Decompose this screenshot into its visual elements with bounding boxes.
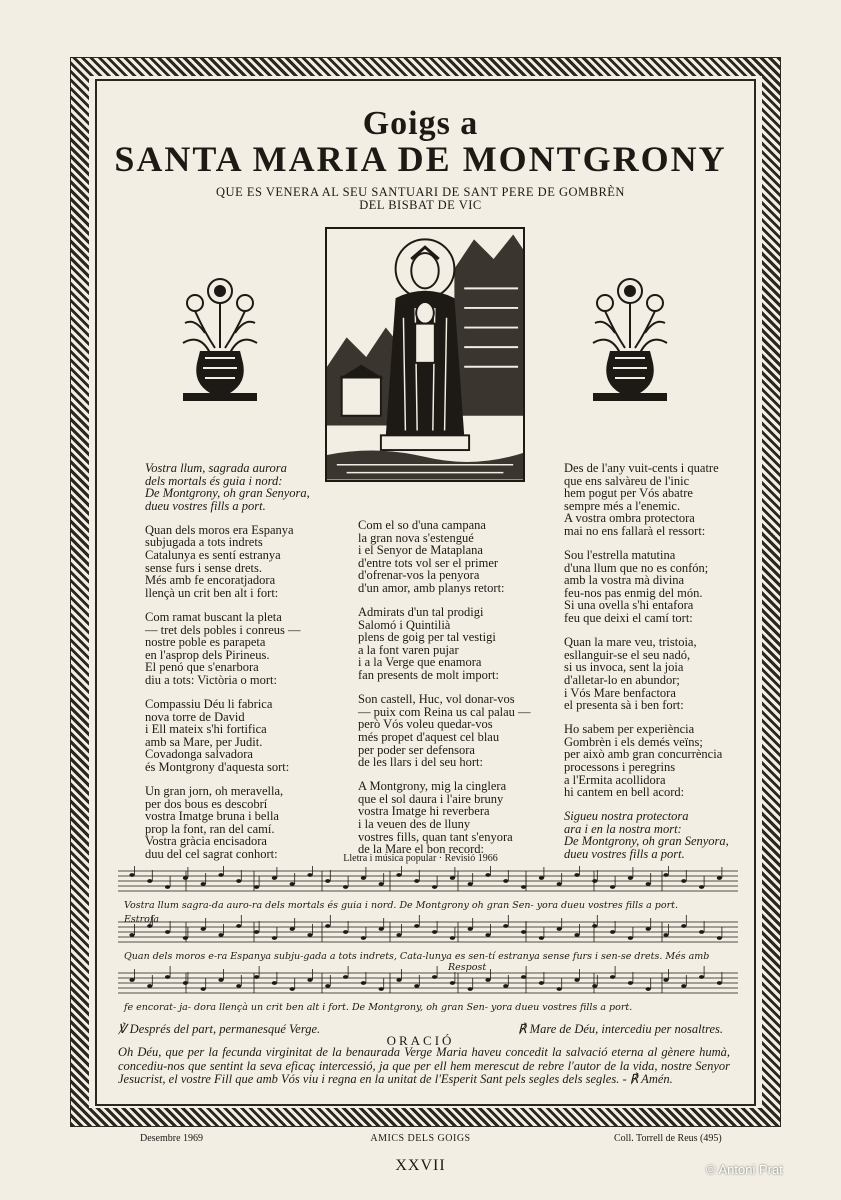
verse-line: dueu vostres fills a port. <box>564 847 685 862</box>
verse-line: feu que deixi el camí tort: <box>564 611 693 626</box>
verse-line: dueu vostres fills a port. <box>145 498 266 513</box>
verse-line: vostres fills, quan tant s'enyora <box>358 829 513 844</box>
music-note <box>521 885 526 889</box>
verse-line: més propet d'aquest cel blau <box>358 729 500 744</box>
music-note <box>236 924 241 928</box>
music-note <box>592 984 597 988</box>
music-note <box>343 930 348 934</box>
virgin-and-child-woodcut <box>325 227 525 482</box>
verse-line: hi cantem en bell acord: <box>564 785 685 800</box>
verse-line: d'entre tots vol ser el primer <box>358 555 499 570</box>
music-note <box>717 981 722 985</box>
music-note <box>646 882 651 886</box>
music-note <box>129 873 134 877</box>
music-note <box>557 882 562 886</box>
stanza <box>564 462 754 538</box>
stanza <box>358 606 558 682</box>
verse-line: Admirats d'un tal prodigi <box>358 605 484 620</box>
verse-line: i Vós Mare benfactora <box>564 685 676 700</box>
verse-line: en l'asprор dels Pirineus. <box>145 647 270 662</box>
music-note <box>236 879 241 883</box>
verse-line: a la font varen pujar <box>358 642 459 657</box>
stanza <box>358 693 558 769</box>
music-note <box>307 978 312 982</box>
music-note <box>468 882 473 886</box>
music-note <box>201 927 206 931</box>
music-note <box>379 927 384 931</box>
music-score <box>118 866 738 1016</box>
music-note <box>646 927 651 931</box>
music-note <box>343 885 348 889</box>
subtitle-line2: DEL BISBAT DE VIC <box>359 198 482 212</box>
music-note <box>414 984 419 988</box>
music-note <box>272 876 277 880</box>
flower-vase-icon <box>585 263 675 403</box>
verse-line: és Montgrony d'aquesta sort: <box>145 759 290 774</box>
verse-line: de la Mare el bon record: <box>358 842 484 857</box>
verse-line: que el sol daura i l'aire bruny <box>358 791 504 806</box>
verse-line: per poder ser defensora <box>358 742 475 757</box>
music-note <box>414 879 419 883</box>
respost-marking: Respost <box>448 962 487 973</box>
stanza <box>145 524 355 600</box>
music-note <box>201 882 206 886</box>
verse-line: i Ell mateix s'hi fortifica <box>145 722 267 737</box>
lyrics-line-1: Vostra llum sagra-da auro-ra dels mortals és guia i nord. De Montgrony oh gran Sen- yora dueu vostres fills a port. <box>124 900 678 911</box>
verse-line: Compassiu Déu li fabrica <box>145 697 273 711</box>
verse-line: llençà un crit ben alt i fort: <box>145 585 279 600</box>
prayer-title: ORACIÓ <box>386 1033 455 1048</box>
verse-line: a l'Ermita acollidora <box>564 772 666 787</box>
response: ℟ Mare de Déu, intercediu per nosaltres. <box>518 1022 724 1036</box>
verse-line: — puix com Reina us cal palau — <box>358 704 531 719</box>
music-note <box>183 981 188 985</box>
lyrics-line-3: fe encorat- ja- dora llençà un crit ben alt i fort. De Montgrony, oh gran Sen- yora dueu vostres fills a port. <box>124 1002 633 1013</box>
verse-line: sense furs i sense drets. <box>145 560 262 575</box>
verse-line: i la veuen des de lluny <box>358 816 471 831</box>
verse-line: esllanguir-se el seu nadó, <box>564 647 691 662</box>
music-note <box>610 930 615 934</box>
music-note <box>699 975 704 979</box>
music-note <box>396 933 401 937</box>
verse-line: el presenta sà i ben fort: <box>564 698 684 713</box>
music-note <box>717 936 722 940</box>
verse-line: Covadonga salvadora <box>145 747 253 762</box>
verse-line: fan presents de molt import: <box>358 668 499 683</box>
music-note <box>218 933 223 937</box>
music-note <box>147 879 152 883</box>
stanza <box>564 723 754 799</box>
music-note <box>503 879 508 883</box>
tempo-marking: Estrofa <box>124 914 160 925</box>
verse-line: amb sa Mare, per Judit. <box>145 734 263 749</box>
verse-line: Ho sabem per experiència <box>564 722 695 737</box>
verse-line: Vostra llum, sagrada aurora <box>145 461 287 475</box>
verse-line: Com el so d'una campana <box>358 518 486 532</box>
verse-line: — tret dels pobles i conreus — <box>145 622 301 637</box>
music-note <box>646 987 651 991</box>
verse-line: Sigueu nostra protectora <box>564 809 689 824</box>
verse-line: i el Senyor de Mataplana <box>358 543 483 558</box>
verse-line: Catalunya es sentí estranya <box>145 548 281 563</box>
music-note <box>432 885 437 889</box>
verse-line: processons i peregrins <box>564 759 676 774</box>
music-note <box>663 978 668 982</box>
music-note <box>414 924 419 928</box>
verse-line: Salomó i Quintilià <box>358 617 451 632</box>
music-note <box>663 933 668 937</box>
flower-vase-icon <box>175 263 265 403</box>
music-note <box>290 987 295 991</box>
music-note <box>396 978 401 982</box>
verse-line: De Montgrony, oh gran Senyora, <box>564 834 729 849</box>
music-credit: Lletra i música popular · Revisió 1966 <box>343 853 498 864</box>
sheet-number: XXVII <box>395 1157 446 1174</box>
verse-line: Quan la mare veu, tristoia, <box>564 635 697 650</box>
music-note <box>432 930 437 934</box>
music-note <box>272 981 277 985</box>
music-note <box>325 984 330 988</box>
music-note <box>165 975 170 979</box>
verse-line: d'una llum que no es confón; <box>564 560 709 575</box>
verse-line: i a la Verge que enamora <box>358 655 482 670</box>
music-note <box>681 924 686 928</box>
verse-line: Des de l'any vuit-cents i quatre <box>564 461 719 475</box>
music-note <box>361 936 366 940</box>
music-note <box>717 876 722 880</box>
verse-line: Si una ovella s'hi entafora <box>564 598 694 613</box>
versicle: ℣ Després del part, permanesqué Verge. <box>118 1022 321 1036</box>
music-note <box>557 927 562 931</box>
music-note <box>610 975 615 979</box>
music-note <box>503 984 508 988</box>
verse-line: dels mortals és guia i nord: <box>145 473 283 488</box>
music-note <box>503 924 508 928</box>
verse-line: hem pogut per Vós abatre <box>564 486 693 501</box>
music-note <box>361 876 366 880</box>
music-note <box>254 975 259 979</box>
music-note <box>628 981 633 985</box>
verse-line: A vostra ombra protectora <box>564 511 695 526</box>
verse-line: per dos bous es descobrí <box>145 796 268 811</box>
music-note <box>379 882 384 886</box>
music-note <box>521 975 526 979</box>
verse-line: subjugada a tots indrets <box>145 535 263 550</box>
verse-line: vostra Imatge hi reverbera <box>358 804 490 819</box>
verse-line: mai no ens fallarà el ressort: <box>564 523 706 538</box>
music-note <box>129 933 134 937</box>
verse-line: vostra Imatge bruna i bella <box>145 809 279 824</box>
music-note <box>539 981 544 985</box>
music-note <box>165 930 170 934</box>
music-note <box>343 975 348 979</box>
music-note <box>432 975 437 979</box>
page-title-line1: Goigs a <box>362 105 479 142</box>
music-note <box>272 936 277 940</box>
verse-line: nova torre de David <box>145 709 245 724</box>
music-note <box>254 885 259 889</box>
music-note <box>218 873 223 877</box>
music-note <box>574 978 579 982</box>
music-note <box>521 930 526 934</box>
stanza <box>564 636 754 712</box>
verse-line: Sou l'estrella matutina <box>564 548 676 563</box>
stanza <box>358 780 558 856</box>
music-note <box>592 879 597 883</box>
verse-line: d'ofrenar-vos la penyora <box>358 568 480 583</box>
music-note <box>574 873 579 877</box>
music-note <box>539 876 544 880</box>
verse-line: sempre més a l'enemic. <box>564 498 681 513</box>
verse-line: nostre poble es parapeta <box>145 635 266 650</box>
verse-line: d'alletar-lo en abundor; <box>564 672 680 687</box>
music-note <box>396 873 401 877</box>
music-note <box>379 987 384 991</box>
music-note <box>557 987 562 991</box>
music-note <box>485 933 490 937</box>
lyrics-line-2: Quan dels moros e-ra Espanya subju-gada a tots indrets, Cata-lunya es sen-tí estranya sense furs i sen-se drets. Més amb <box>124 951 710 962</box>
verse-line: Gombrèn i els demés veïns; <box>564 734 703 749</box>
music-note <box>485 873 490 877</box>
music-note <box>307 873 312 877</box>
music-note <box>325 924 330 928</box>
verse-line: El penó que s'enarbora <box>145 660 259 675</box>
verse-line: de les llars i del seu hort: <box>358 755 483 770</box>
music-note <box>183 936 188 940</box>
music-note <box>290 927 295 931</box>
music-note <box>628 876 633 880</box>
verse-line: que ens salvàreu de l'inic <box>564 473 690 488</box>
music-note <box>539 936 544 940</box>
music-note <box>361 981 366 985</box>
verse-line: De Montgrony, oh gran Senyora, <box>145 486 310 501</box>
stanza <box>564 549 754 625</box>
music-note <box>468 987 473 991</box>
stanza <box>145 462 355 512</box>
subtitle-line1: QUE ES VENERA AL SEU SANTUARI DE SANT PERE DE GOMBRÈN <box>216 185 625 199</box>
music-note <box>147 984 152 988</box>
footer-collection: Coll. Torrell de Reus (495) <box>614 1133 722 1144</box>
verse-line: si us invoca, sent la joia <box>564 660 684 675</box>
verse-line: ara i en la nostra mort: <box>564 821 682 836</box>
music-note <box>681 879 686 883</box>
music-note <box>325 879 330 883</box>
verse-line: prop la font, ran del camí. <box>145 821 275 836</box>
verse-column-middle <box>358 519 558 867</box>
copyright-watermark: © Antoni Prat <box>706 1162 783 1177</box>
verse-line: feu-nos pas enmig del món. <box>564 585 703 600</box>
verse-column-right <box>564 462 754 872</box>
verse-line: Com ramat buscant la pleta <box>145 609 282 624</box>
page-title-line2: SANTA MARIA DE MONTGRONY <box>114 139 727 179</box>
verse-line: per això amb gran concurrència <box>564 747 723 762</box>
verse-line: plens de goig per tal vestigi <box>358 630 496 645</box>
music-note <box>450 981 455 985</box>
stanza <box>358 519 558 595</box>
verse-line: Vostra gràcia encisadora <box>145 834 267 849</box>
verse-line: A Montgrony, mig la cinglera <box>358 779 507 794</box>
verse-line: Un gran jorn, oh meravella, <box>145 784 284 799</box>
verse-line: Son castell, Huc, vol donar-vos <box>358 692 515 707</box>
verse-column-left <box>145 462 355 872</box>
music-note <box>307 933 312 937</box>
verse-line: però Vós voleu quedar-vos <box>358 717 493 732</box>
music-note <box>290 882 295 886</box>
music-note <box>699 930 704 934</box>
music-note <box>592 924 597 928</box>
music-note <box>254 930 259 934</box>
footer-organization: AMICS DELS GOIGS <box>370 1133 471 1144</box>
music-note <box>628 936 633 940</box>
verse-line: d'un amor, amb planys retort: <box>358 580 505 595</box>
prayer-text: Oh Déu, que per la fecunda virginitat de la benaurada Verge Maria haveu concedit la salvació eterna al gènere humà, concediu-nos que sentint la seva eficaç intercessió, ja que per ell hem merescut de rebre l'autor de la vida, nostre Senyor Jesucrist, el vostre Fill que amb Vós viu i regna en la unitat de l'Esperit Sant pels segles dels segles. - ℟ Amén. <box>118 1045 730 1086</box>
music-note <box>468 927 473 931</box>
verse-line: diu a tots: Victòria o mort: <box>145 672 277 687</box>
music-note <box>236 984 241 988</box>
music-note <box>699 885 704 889</box>
music-note <box>450 876 455 880</box>
music-note <box>485 978 490 982</box>
verse-line: Quan dels moros era Espanya <box>145 522 294 537</box>
stanza <box>145 785 355 861</box>
music-note <box>681 984 686 988</box>
music-note <box>129 978 134 982</box>
verse-line: duu del cel sagrat conhort: <box>145 847 278 862</box>
music-note <box>183 876 188 880</box>
footer-date: Desembre 1969 <box>140 1133 204 1144</box>
verse-line: Més amb fe encoratjadora <box>145 573 276 588</box>
stanza <box>145 611 355 687</box>
verse-line: amb la vostra mà divina <box>564 573 685 588</box>
music-note <box>610 885 615 889</box>
music-note <box>165 885 170 889</box>
music-note <box>218 978 223 982</box>
music-note <box>450 936 455 940</box>
verse-line: la gran nova s'estengué <box>358 530 474 545</box>
stanza <box>145 698 355 774</box>
music-note <box>663 873 668 877</box>
music-note <box>574 933 579 937</box>
music-note <box>201 987 206 991</box>
